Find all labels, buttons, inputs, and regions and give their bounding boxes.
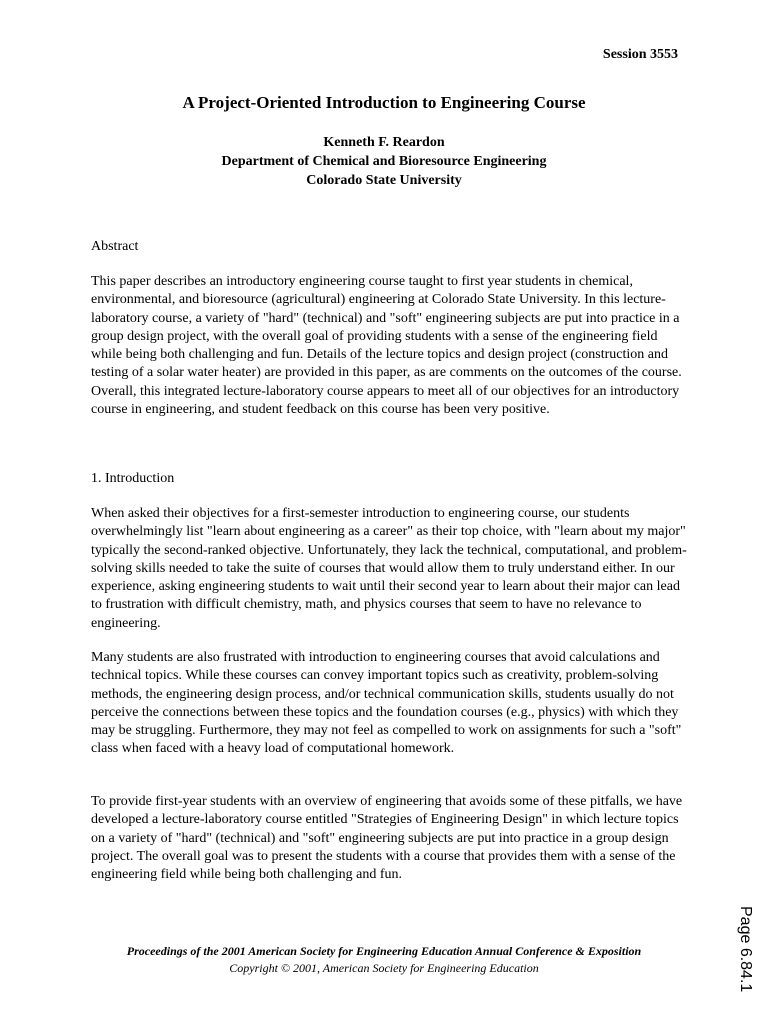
introduction-heading: 1. Introduction	[91, 471, 175, 486]
page-footer	[0, 943, 768, 977]
abstract-text: This paper describes an introductory engineering course taught to first year students in chemical, environmental, and bioresource (agricultural) engineering at Colorado State University. In this lecture-laboratory course, a variety of "hard" (technical) and "soft" engineering subjects are put into practice in a group design project, with the overall goal of providing students with a sense of the engineering field while being both challenging and fun. Details of the lecture topics and design project (construction and testing of a solar water heater) are provided in this paper, as are comments on the outcomes of the course. Overall, this integrated lecture-laboratory course appears to meet all of our objectives for an introductory course in engineering, and student feedback on this course has been very positive.	[91, 274, 682, 418]
paper-title: A Project-Oriented Introduction to Engineering Course	[182, 93, 586, 112]
session-number: Session 3553	[602, 47, 678, 62]
footer-proceedings: Proceedings of the 2001 American Society for Engineering Education Annual Conference & Exposition	[126, 944, 642, 958]
introduction-paragraph-1: When asked their objectives for a first-semester introduction to engineering course, our students overwhelmingly list "learn about engineering as a career" as their top choice, with "learn about my major" typically the second-ranked objective. Unfortunately, they lack the technical, computational, and problem-solving skills needed to take the suite of courses that would allow them to truly understand either. In our experience, asking engineering students to wait until their second year to learn about their major can lead to frustration with difficult chemistry, math, and physics courses that seem to have no relevance to engineering.	[91, 506, 687, 631]
author-university: Colorado State University	[306, 173, 462, 188]
author-block	[0, 133, 768, 190]
introduction-paragraph-2: Many students are also frustrated with introduction to engineering courses that avoid calculations and technical topics. While these courses can convey important topics such as creativity, problem-solving methods, the engineering design process, and/or technical communication skills, students usually do not perceive the connections between these topics and the foundation courses (e.g., physics) with which they may be struggling. Furthermore, they may not feel as compelled to work on assignments for such a "soft" class when faced with a heavy load of computational homework.	[91, 650, 682, 757]
introduction-paragraph-3: To provide first-year students with an overview of engineering that avoids some of these pitfalls, we have developed a lecture-laboratory course entitled "Strategies of Engineering Design" in which lecture topics on a variety of "hard" (technical) and "soft" engineering subjects are put into practice in a group design project. The overall goal was to present the students with a course that provides them with a sense of the engineering field while being both challenging and fun.	[91, 794, 683, 883]
author-department: Department of Chemical and Bioresource Engineering	[221, 154, 547, 169]
author-name: Kenneth F. Reardon	[323, 135, 445, 150]
abstract-heading: Abstract	[91, 239, 139, 254]
footer-copyright: Copyright © 2001, American Society for Engineering Education	[229, 961, 539, 975]
page-number-stamp: Page 6.84.1	[737, 906, 754, 993]
